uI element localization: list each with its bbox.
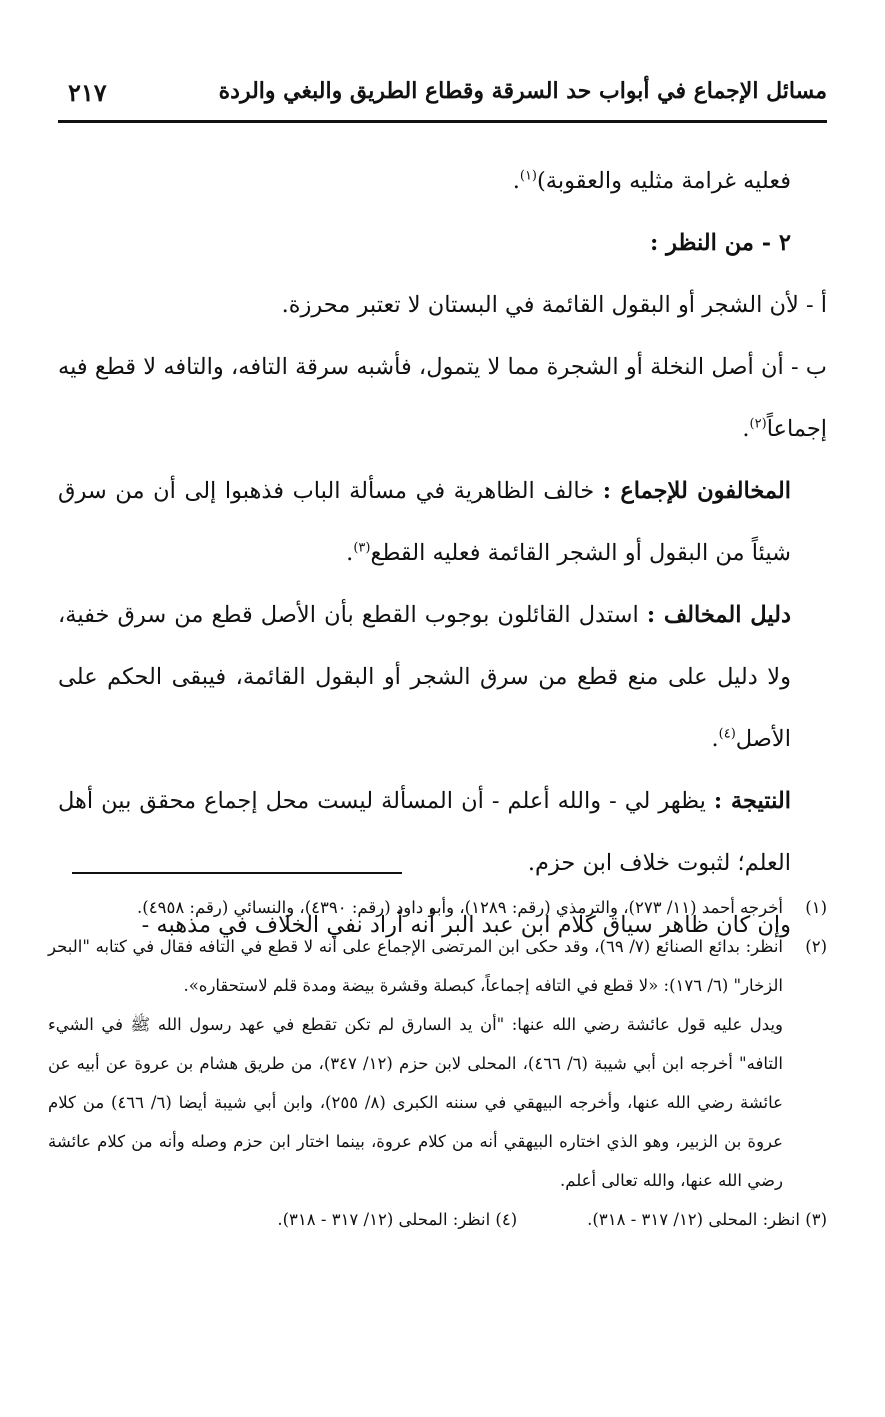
paragraph-1: فعليه غرامة مثليه والعقوبة)$^{(١)}$. xyxy=(512,168,791,194)
footnote-number: (١) xyxy=(805,898,827,917)
running-title: مسائل الإجماع في أبواب حد السرقة وقطاع الطريق والبغي والردة xyxy=(218,78,827,104)
footnote-separator xyxy=(72,872,402,874)
footnote-number: (٢) xyxy=(805,937,827,956)
footnote-ref-1: (١) xyxy=(519,168,537,184)
footnotes xyxy=(48,888,827,1239)
evidence-label: دليل المخالف : xyxy=(646,602,791,628)
page-number: ٢١٧ xyxy=(68,78,107,107)
result-label: النتيجة : xyxy=(713,788,791,814)
paragraph-3: أ - لأن الشجر أو البقول القائمة في البستان لا تعتبر محرزة. xyxy=(281,292,827,318)
footnote-ref-2: (٢) xyxy=(749,416,767,432)
paragraph-opponents: المخالفون للإجماع : خالف الظاهرية في مسألة الباب فذهبوا إلى أن من سرق شيئاً من البقول أو الشجر القائمة فعليه القطع$^{(٣)}$. xyxy=(58,478,791,566)
footnote-ref-3: (٣) xyxy=(353,540,371,556)
footnote-2: (٢) انظر: بدائع الصنائع (٧/ ٦٩)، وقد حكى ابن المرتضى الإجماع على أنه لا قطع في التافه فقال في كتابه "البحر الزخار" (٦/ ١٧٦): «لا قطع في التافه إجماعاً، كبصلة وقشرة بيضة ومدة قلم لاستحقاره». xyxy=(48,927,827,1005)
footnote-1: (١) أخرجه أحمد (١١/ ٢٧٣)، والترمذي (رقم: ١٢٨٩)، وأبو داود (رقم: ٤٣٩٠)، والنسائي (رقم: ٤٩٥٨). xyxy=(48,888,827,927)
opponents-label: المخالفون للإجماع : xyxy=(602,478,791,504)
footnote-ref-4: (٤) xyxy=(718,726,736,742)
paragraph-2: ٢ - من النظر : xyxy=(649,230,791,256)
main-text xyxy=(58,150,827,956)
paragraph-result: النتيجة : يظهر لي - والله أعلم - أن المسألة ليست محل إجماع محقق بين أهل العلم؛ لثبوت خلاف ابن حزم. xyxy=(58,788,791,876)
paragraph-opponent-evidence: دليل المخالف : استدل القائلون بوجوب القطع بأن الأصل قطع من سرق خفية، ولا دليل على منع قطع من سرق الشجر أو البقول القائمة، فيبقى الحكم على الأصل$^{(٤)}$. xyxy=(58,602,791,752)
page-header xyxy=(58,78,827,118)
paragraph-continuation: وإن كان ظاهر سياق كلام ابن عبد البر أنه أراد نفي الخلاف في مذهبه - xyxy=(141,912,791,938)
footnote-4: (٤) انظر: المحلى (١٢/ ٣١٧ - ٣١٨). xyxy=(277,1210,518,1229)
footnote-3: (٣) انظر: المحلى (١٢/ ٣١٧ - ٣١٨). xyxy=(587,1210,827,1229)
footnotes-3-4 xyxy=(48,1200,827,1239)
footnote-2-continuation: ويدل عليه قول عائشة رضي الله عنها: "أن يد السارق لم تكن تقطع في عهد رسول الله ﷺ في الشيء التافه" أخرجه ابن أبي شيبة (٦/ ٤٦٦)، المحلى لابن حزم (١٢/ ٣٤٧)، من طريق هشام بن عروة عن أبيه عن عائشة رضي الله عنها، وأخرجه البيهقي في سننه الكبرى (٨/ ٢٥٥)، وابن أبي شيبة أيضا (٦/ ٤٦٦) من كلام عروة بن الزبير، وهو الذي اختاره البيهقي أنه من كلام عروة، بينما اختار ابن حزم وصله وأنه من كلام عائشة رضي الله عنها، والله تعالى أعلم. xyxy=(48,1015,783,1190)
header-rule xyxy=(58,120,827,123)
paragraph-4: ب - أن أصل النخلة أو الشجرة مما لا يتمول، فأشبه سرقة التافه، والتافه لا قطع فيه إجماعاً$^{(٢)}$. xyxy=(58,354,827,442)
